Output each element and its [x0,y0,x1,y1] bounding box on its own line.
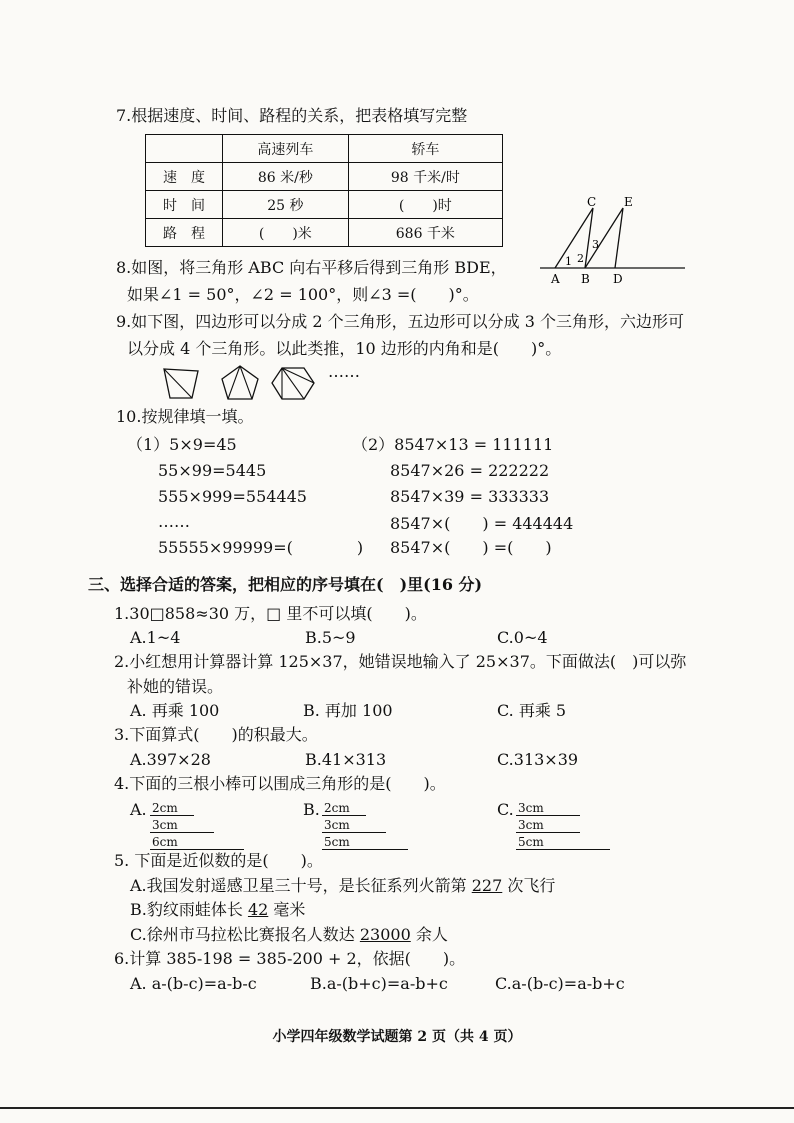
s3q6-option-a: A. a-(b-c)=a-b-c [130,974,257,993]
stick-length: 6cm [150,835,244,850]
stick-length: 3cm [150,818,214,833]
table-cell: 速 度 [146,163,223,191]
table-cell: 686 千米 [348,219,502,247]
s3q1-stem: 1.30□858≈30 万，□ 里不可以填( )。 [114,604,427,623]
option-text: 毫米 [268,900,306,919]
label-a: A [551,272,560,286]
q10-part1-line: …… [158,512,190,531]
option-text: C.徐州市马拉松比赛报名人数达 [130,925,360,944]
bottom-rule [0,1107,794,1109]
s3q5-option-a [130,876,555,896]
q9-line2: 以分成 4 个三角形。以此类推，10 边形的内角和是( )°。 [127,339,562,358]
s3q1-option-b: B.5~9 [305,628,356,647]
underlined-number: 42 [247,900,269,919]
table-cell: ( )时 [348,191,502,219]
s3q4-option-a: A. [130,800,147,819]
option-text: 余人 [410,925,448,944]
q10-part2-line: 8547×39 = 333333 [390,487,550,506]
s3q6-stem: 6.计算 385-198 = 385-200 + 2，依据( )。 [114,949,466,968]
s3q1-option-a: A.1~4 [130,628,181,647]
stick-length: 3cm [322,818,386,833]
label-e: E [624,195,633,209]
s3q3-option-c: C.313×39 [497,750,579,769]
s3q2-line1: 2.小红想用计算器计算 125×37，她错误地输入了 25×37。下面做法( )可以弥 [114,652,687,671]
option-text: B.豹纹雨蛙体长 [130,900,248,919]
underlined-number: 227 [471,876,503,895]
s3q5-stem: 5. 下面是近似数的是( )。 [114,851,323,870]
underlined-number: 23000 [359,925,411,944]
page-footer: 小学四年级数学试题第 2 页（共 4 页） [272,1029,522,1045]
label-b: B [581,272,590,286]
table-cell: 时 间 [146,191,223,219]
q10-part1-line: 555×999=554445 [158,487,307,506]
table-row [146,219,503,247]
stick [516,801,580,816]
table-header-train: 高速列车 [223,135,349,163]
stick [150,818,214,833]
s3q2-option-b: B. 再加 100 [303,701,393,720]
s3q4-option-b: B. [303,800,320,819]
stick-length: 2cm [150,801,194,816]
q7-title: 7.根据速度、时间、路程的关系，把表格填写完整 [116,106,468,125]
s3q6-option-b: B.a-(b+c)=a-b+c [310,974,448,993]
angle-1-label: 1 [565,255,572,268]
table-cell [146,135,223,163]
stick [516,818,580,833]
table-row [146,163,503,191]
q10-part1-line: 55×99=5445 [158,461,267,480]
table-cell: ( )米 [223,219,349,247]
stick [516,835,610,850]
stick-length: 5cm [322,835,408,850]
label-d: D [613,272,623,286]
stick [322,835,408,850]
speed-time-distance-table [145,134,503,247]
stick [322,818,386,833]
stick-length: 3cm [516,801,580,816]
angle-2-label: 2 [577,252,584,265]
s3q3-option-b: B.41×313 [305,750,387,769]
s3q5-option-b [130,900,305,920]
q9-ellipsis: …… [328,362,360,381]
stick-length: 3cm [516,818,580,833]
table-row [146,191,503,219]
s3q4-stem: 4.下面的三根小棒可以围成三角形的是( )。 [114,774,446,793]
q10-part2-line: 8547×( ) =( ) [390,538,552,557]
table-cell: 98 千米/时 [348,163,502,191]
angle-3-label: 3 [592,238,599,251]
table-cell: 路 程 [146,219,223,247]
polygon-division-figures [160,364,320,404]
s3q5-option-c [130,925,448,945]
q8-line2: 如果∠1 = 50°，∠2 = 100°，则∠3 =( )°。 [127,285,479,304]
table-cell: 86 米/秒 [223,163,349,191]
table-row [146,135,503,163]
table-header-car: 轿车 [348,135,502,163]
table-cell: 25 秒 [223,191,349,219]
label-c: C [587,195,597,209]
s3q6-option-c: C.a-(b-c)=a-b+c [495,974,625,993]
stick [150,801,194,816]
s3q3-stem: 3.下面算式( )的积最大。 [114,725,318,744]
s3q3-option-a: A.397×28 [130,750,211,769]
s3q1-option-c: C.0~4 [497,628,548,647]
s3q4-option-c: C. [497,800,514,819]
s3q2-option-a: A. 再乘 100 [130,701,220,720]
option-text: 次飞行 [502,876,556,895]
stick-length: 5cm [516,835,610,850]
stick [322,801,366,816]
option-text: A.我国发射遥感卫星三十号，是长征系列火箭第 [130,876,472,895]
triangle-translation-figure [535,190,695,290]
q10-title: 10.按规律填一填。 [116,407,254,426]
stick-length: 2cm [322,801,366,816]
q10-part1-line: （1）5×9=45 [127,435,237,454]
q9-line1: 9.如下图，四边形可以分成 2 个三角形，五边形可以分成 3 个三角形，六边形可 [116,312,684,331]
s3q2-option-c: C. 再乘 5 [497,701,567,720]
s3q2-line2: 补她的错误。 [127,677,224,696]
section-3-title: 三、选择合适的答案，把相应的序号填在( )里(16 分) [88,575,483,594]
q10-part1-line: 55555×99999=( ) [158,538,364,557]
q10-part2-line: 8547×26 = 222222 [390,461,550,480]
q10-part2-line: 8547×( ) = 444444 [390,514,574,533]
stick [150,835,244,850]
q10-part2-line: （2）8547×13 = 111111 [352,435,554,454]
q8-line1: 8.如图，将三角形 ABC 向右平移后得到三角形 BDE， [116,258,507,277]
